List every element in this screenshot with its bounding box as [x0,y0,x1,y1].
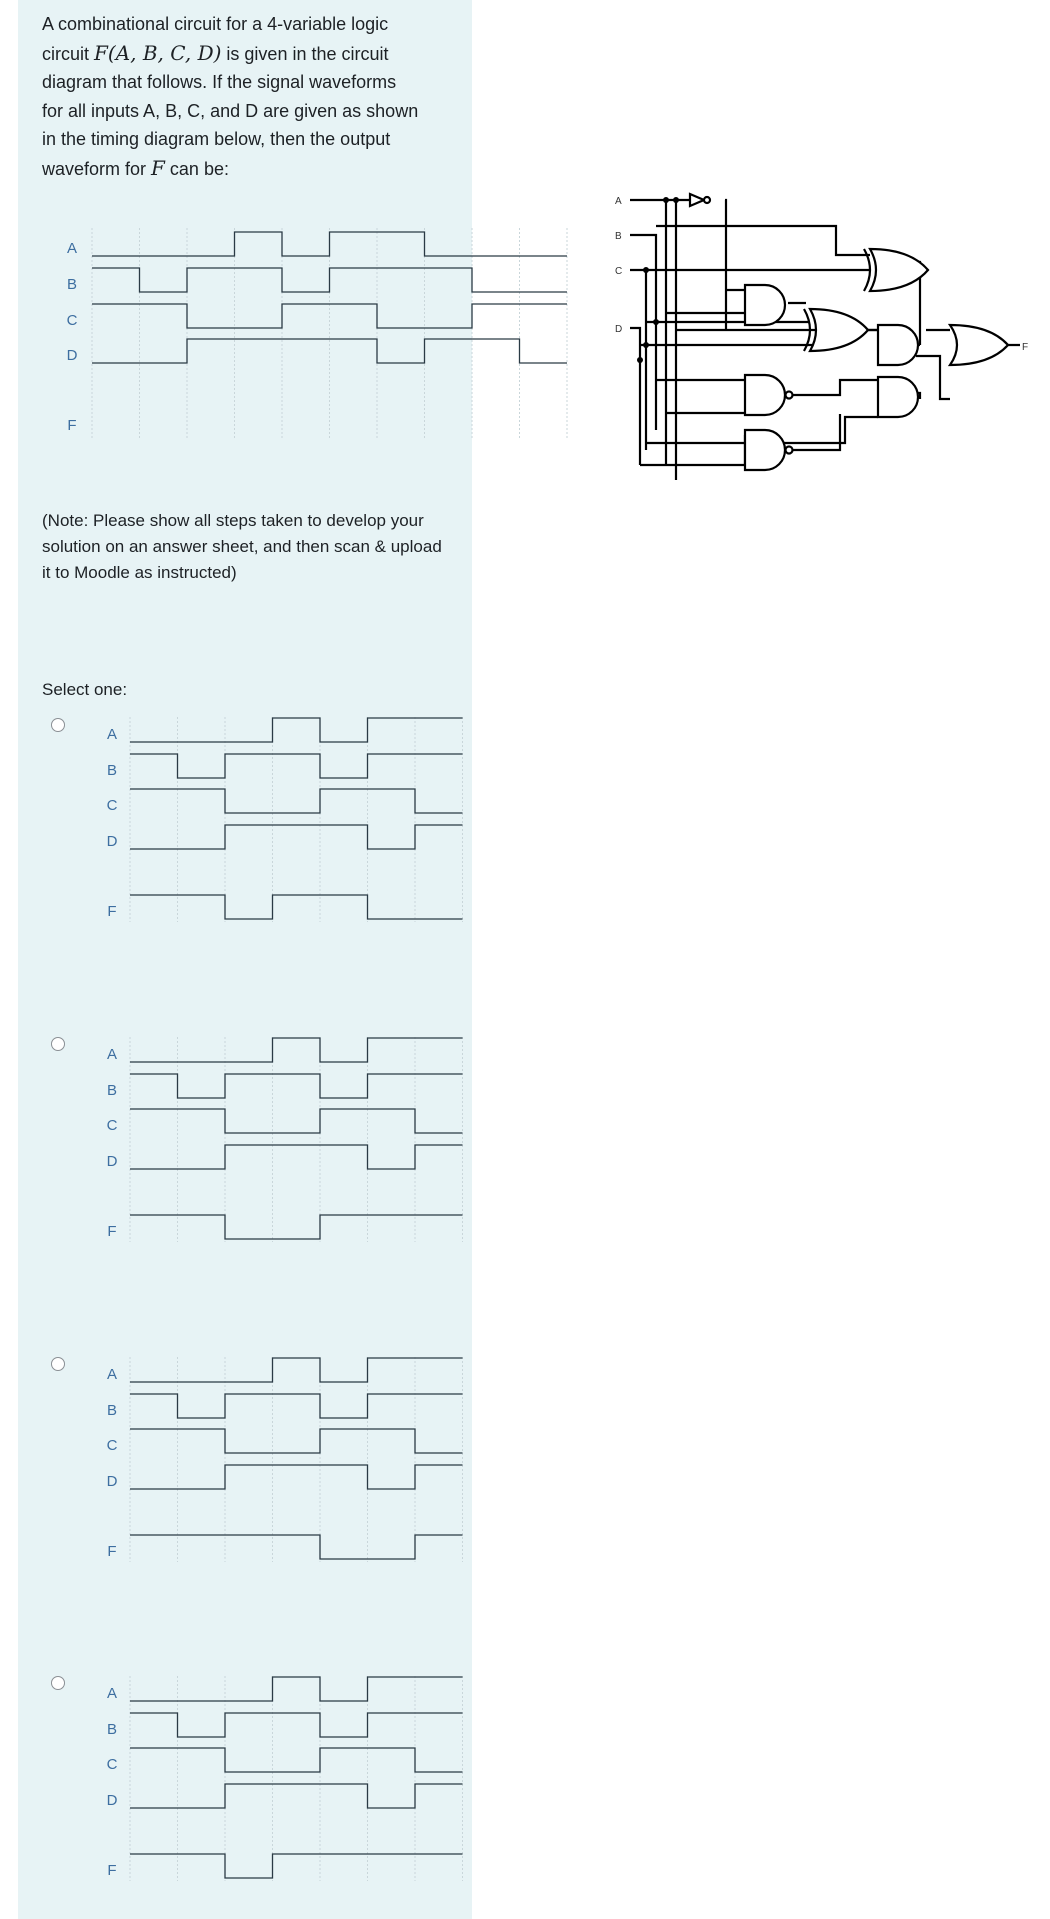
question-line-1: A combinational circuit for a 4-variable logic [42,14,389,34]
waveform-b [130,754,463,778]
signal-label-b: B [106,1082,118,1099]
waveform-b [130,1074,463,1098]
and-gate-3 [878,377,918,417]
junction-dot [673,197,679,203]
option-a-waveform[interactable] [100,712,460,922]
waveform-b [130,1713,463,1737]
signal-label-c: C [106,797,118,814]
waveform-c [130,789,463,813]
junction-dot [663,197,669,203]
waveform-a [130,1358,463,1382]
circuit-label-c: C [615,266,623,277]
circuit-label-f: F [1022,342,1029,353]
signal-label-d: D [106,1473,118,1490]
signal-label-d: D [106,1153,118,1170]
waveform-c [130,1429,463,1453]
signal-label-c: C [106,1117,118,1134]
waveform-a [130,1677,463,1701]
option-a-radio[interactable] [51,718,65,732]
waveform-f [130,1854,463,1878]
circuit-label-d: D [615,324,623,335]
question-line-3: diagram that follows. If the signal waveforms [42,72,397,92]
waveform-c [130,1109,463,1133]
note-line-2: solution on an answer sheet, and then scan & upload [42,537,442,556]
question-text [42,10,442,183]
question-line-2-post: is given in the circuit [221,43,389,64]
circuit-diagram [610,185,1040,475]
signal-label-c: C [106,1437,118,1454]
waveform-f [130,895,463,919]
signal-label-a: A [106,726,118,743]
signal-label-b: B [106,762,118,779]
signal-label-f: F [107,903,117,920]
timing-diagram [60,218,580,438]
signal-label-f: F [107,1543,117,1560]
junction-dot [637,357,643,363]
xor-gate-2 [810,309,868,351]
option-c-radio[interactable] [51,1357,65,1371]
signal-label-a: A [106,1366,118,1383]
or-gate-out [950,325,1008,365]
signal-label-c: C [106,1756,118,1773]
signal-label-a: A [106,1046,118,1063]
signal-label-d: D [106,1792,118,1809]
signal-label-b: B [66,276,78,293]
waveform-d [130,1145,463,1169]
note-line-1: (Note: Please show all steps taken to develop your [42,511,424,530]
question-line-6 [42,154,442,184]
signal-label-a: A [106,1685,118,1702]
option-b-waveform[interactable] [100,1032,460,1242]
signal-label-c: C [66,312,78,329]
signal-label-f: F [67,417,77,434]
and-gate-2 [878,325,918,365]
nand-gate-2 [745,430,793,470]
junction-dot [643,267,649,273]
waveform-f [130,1535,463,1559]
option-b-radio[interactable] [51,1037,65,1051]
waveform-f [130,1215,463,1239]
question-math-f-abcd: F(A, B, C, D) [94,40,222,65]
waveform-a [92,232,567,256]
question-line-5: in the timing diagram below, then the output [42,129,391,149]
signal-label-d: D [106,833,118,850]
option-d-radio[interactable] [51,1676,65,1690]
option-c-waveform[interactable] [100,1352,460,1562]
note-text [42,508,452,586]
waveform-d [130,825,463,849]
question-line-2 [42,39,442,69]
question-line-6-pre: waveform for [42,158,152,179]
waveform-d [130,1465,463,1489]
waveform-d [92,339,567,363]
junction-dot [653,319,659,325]
nand-gate-1 [745,375,793,415]
option-d-waveform[interactable] [100,1671,460,1881]
signal-label-a: A [66,240,78,257]
select-one-label: Select one: [42,680,128,699]
question-line-2-pre: circuit [42,43,95,64]
waveform-a [130,1038,463,1062]
question-line-4: for all inputs A, B, C, and D are given as shown [42,100,419,121]
note-line-3: it to Moodle as instructed) [42,563,237,582]
signal-label-b: B [106,1721,118,1738]
question-line-6-post: can be: [164,158,229,179]
signal-label-d: D [66,347,78,364]
signal-label-f: F [107,1862,117,1879]
waveform-a [130,718,463,742]
circuit-label-b: B [615,231,622,242]
signal-label-f: F [107,1223,117,1240]
question-math-f: F [151,155,165,180]
junction-dot [643,342,649,348]
waveform-d [130,1784,463,1808]
not-gate [690,194,710,206]
waveform-b [130,1394,463,1418]
signal-label-b: B [106,1402,118,1419]
circuit-label-a: A [615,196,622,207]
waveform-b [92,268,567,292]
waveform-c [130,1748,463,1772]
and-gate-1 [745,285,785,325]
